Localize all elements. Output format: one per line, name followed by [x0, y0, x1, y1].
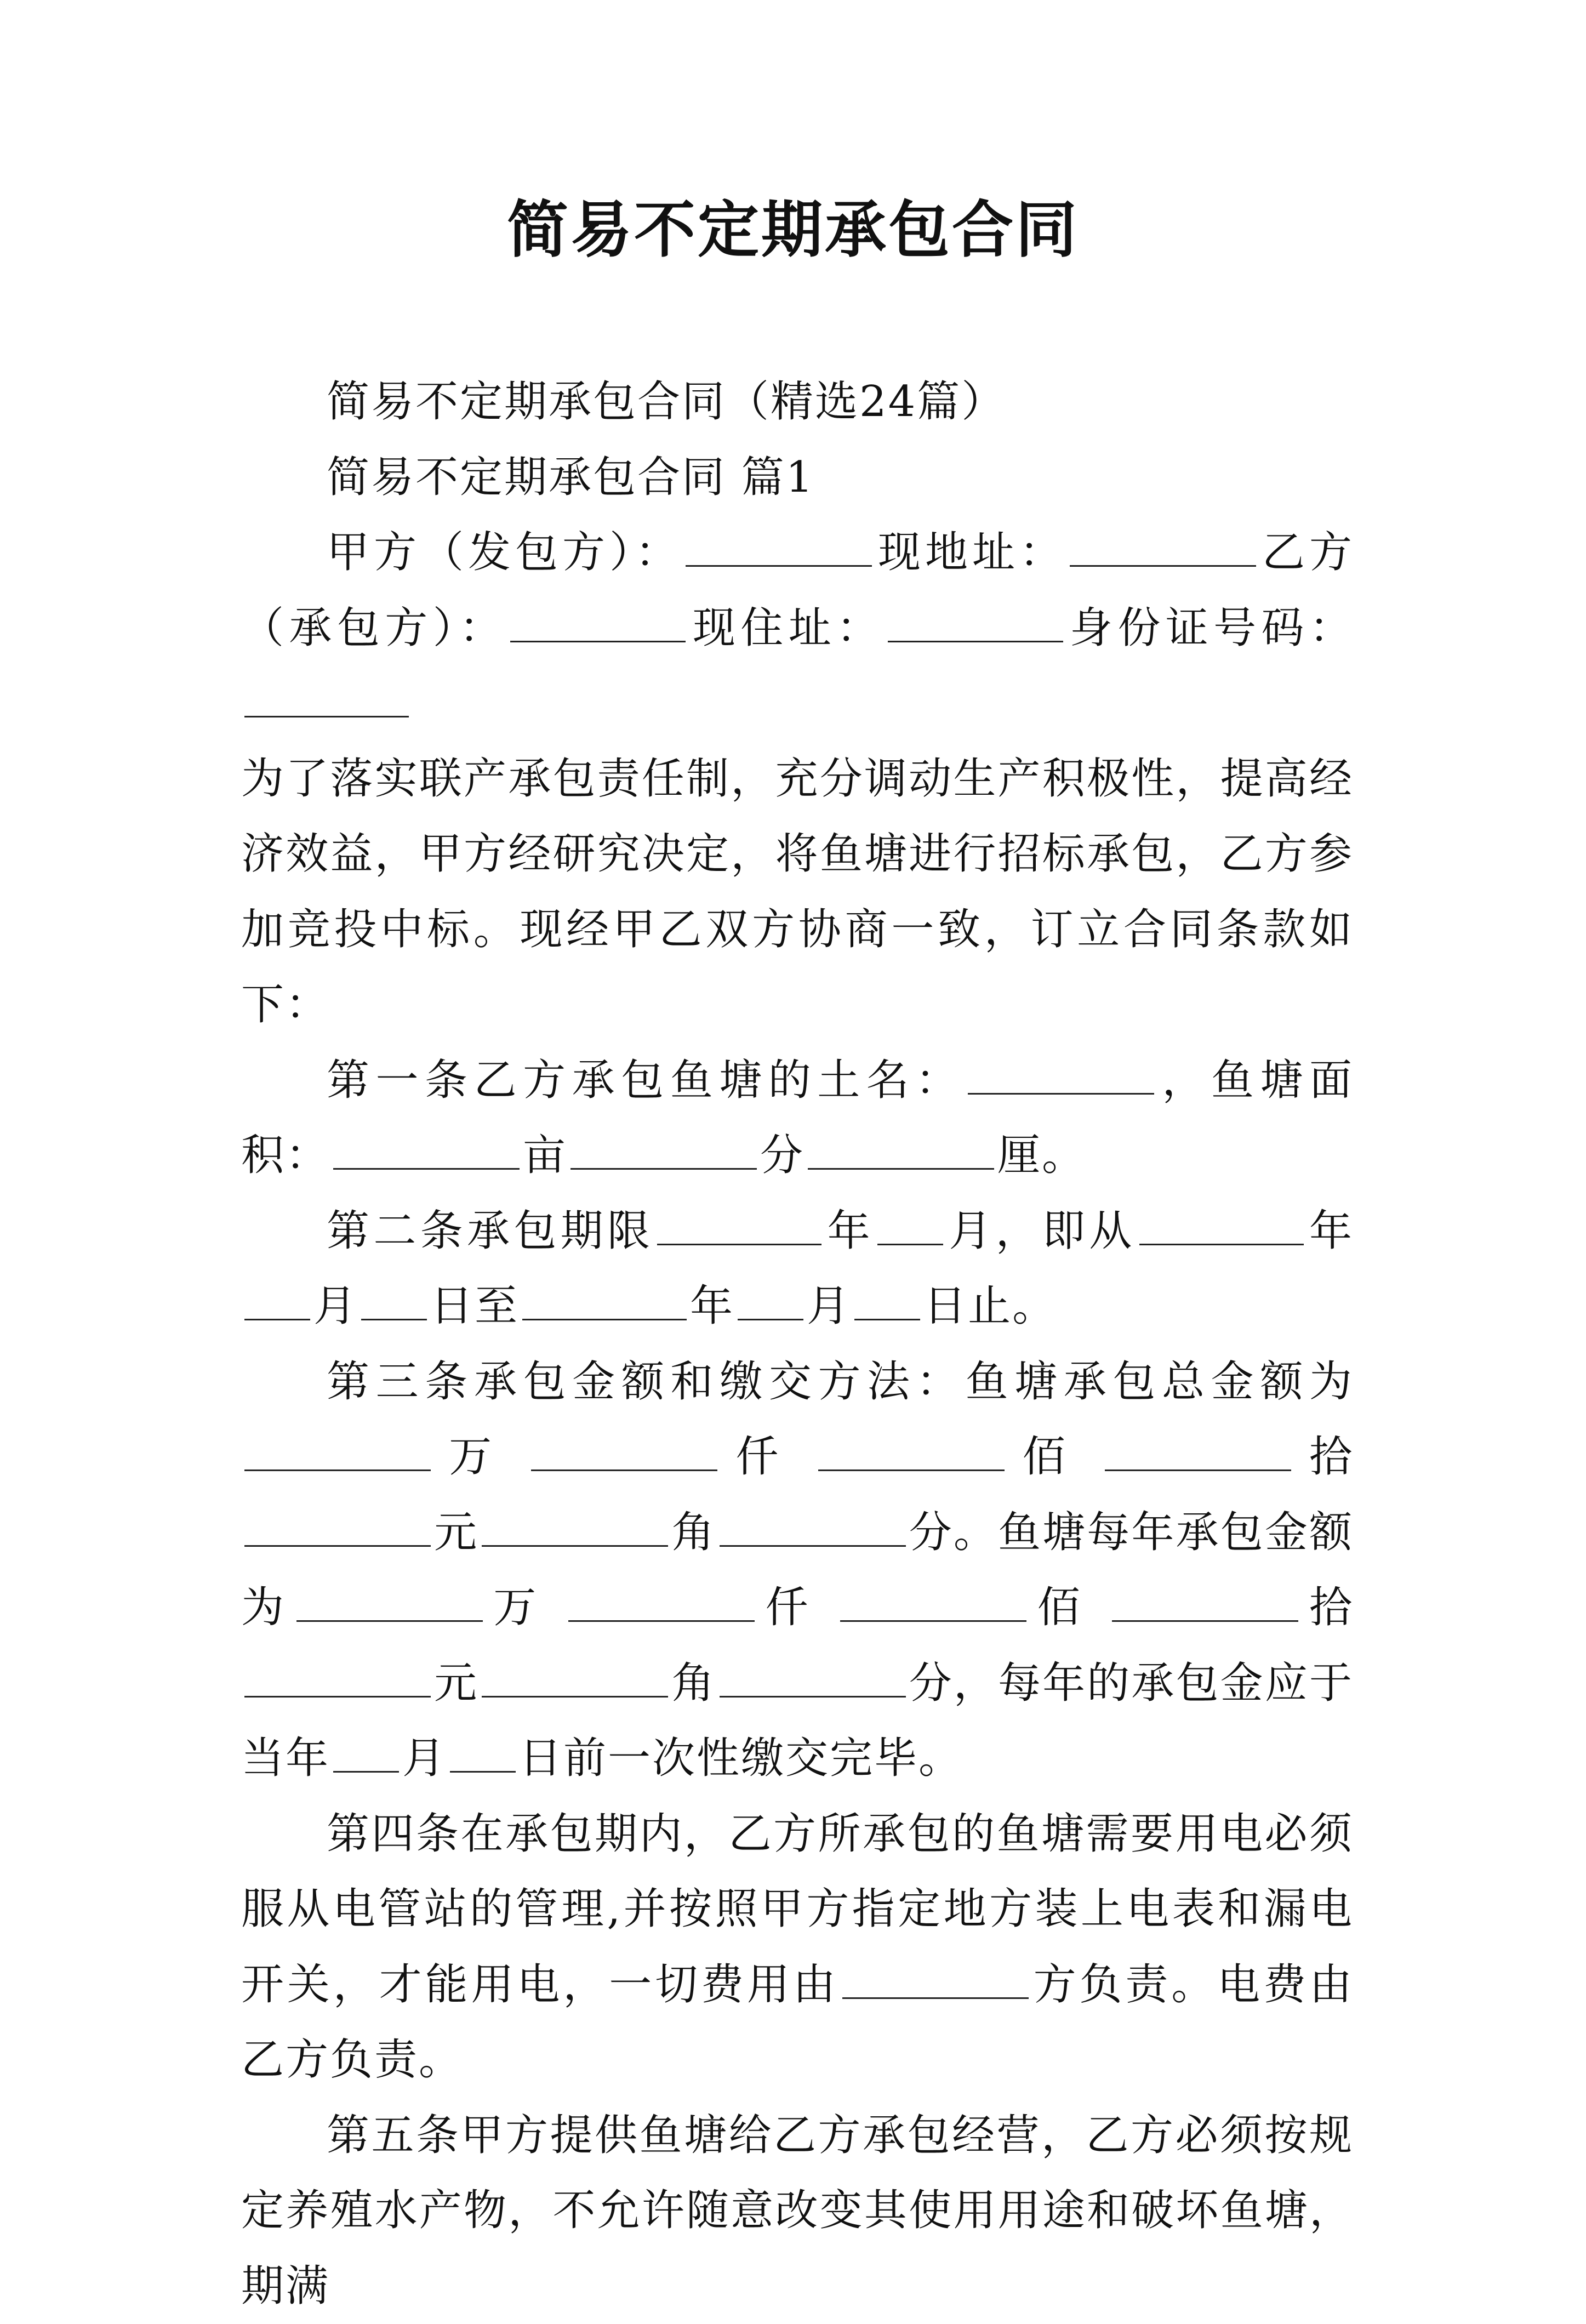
- total-bai-blank: [818, 1430, 1005, 1471]
- total-shi-blank: [1105, 1430, 1291, 1471]
- due-day-blank: [450, 1731, 516, 1773]
- party-b-name-blank: [510, 601, 686, 642]
- term-months-blank: [877, 1204, 943, 1245]
- article-1: 第一条乙方承包鱼塘的土名： ，鱼塘面积： 亩 分 厘。: [241, 1043, 1354, 1194]
- article-4: 第四条在承包期内，乙方所承包的鱼塘需要用电必须服从电管站的管理,并按照甲方指定地方装上电表和漏电开关，才能用电，一切费用由 方负责。电费由乙方负责。: [241, 1797, 1354, 2098]
- article-2: 第二条承包期限 年 月，即从 年月 日至 年 月 日止。: [241, 1194, 1354, 1345]
- article-5: 第五条甲方提供鱼塘给乙方承包经营，乙方必须按规定养殖水产物，不允许随意改变其使用用途和破坏鱼塘，期满: [241, 2098, 1354, 2324]
- yearly-bai-blank: [840, 1581, 1026, 1622]
- end-day-blank: [854, 1279, 920, 1320]
- pond-name-blank: [968, 1053, 1154, 1095]
- due-month-blank: [333, 1731, 399, 1773]
- document-title: 简易不定期承包合同: [0, 189, 1586, 271]
- yearly-fen-blank: [720, 1656, 906, 1698]
- yearly-jiao-blank: [482, 1656, 668, 1698]
- total-jiao-blank: [482, 1506, 668, 1547]
- start-year-blank: [1139, 1204, 1304, 1245]
- party-b-address-blank: [888, 601, 1063, 642]
- parties-paragraph: 甲方（发包方）： 现地址： 乙方（承包方）： 现住址： 身份证号码：: [241, 515, 1354, 742]
- document-body: [241, 364, 1354, 2324]
- responsible-party-blank: [842, 1958, 1029, 1999]
- area-fen-blank: [570, 1129, 757, 1170]
- start-month-blank: [244, 1279, 310, 1320]
- total-yuan-blank: [244, 1506, 431, 1547]
- party-a-address-blank: [1070, 526, 1256, 567]
- yearly-yuan-blank: [244, 1656, 431, 1698]
- area-mu-blank: [333, 1129, 520, 1170]
- total-fen-blank: [720, 1506, 906, 1547]
- article-3: 第三条承包金额和缴交方法：鱼塘承包总金额为万 仟 佰 拾元 角 分。鱼塘每年承包金额为 万 仟 佰 拾元 角 分，每年的承包金应于当年 月 日前一次性缴交完毕。: [241, 1345, 1354, 1797]
- yearly-shi-blank: [1112, 1581, 1298, 1622]
- yearly-qian-blank: [568, 1581, 755, 1622]
- total-wan-blank: [244, 1430, 431, 1471]
- end-year-blank: [522, 1279, 687, 1320]
- intro-paragraph: 为了落实联产承包责任制，充分调动生产积极性，提高经济效益，甲方经研究决定，将鱼塘进行招标承包，乙方参加竞投中标。现经甲乙双方协商一致，订立合同条款如下：: [241, 742, 1354, 1043]
- party-a-name-blank: [686, 526, 872, 567]
- total-qian-blank: [531, 1430, 717, 1471]
- section-heading: 简易不定期承包合同 篇1: [241, 440, 1354, 516]
- end-month-blank: [738, 1279, 803, 1320]
- id-number-blank: [244, 676, 409, 717]
- area-li-blank: [808, 1129, 994, 1170]
- start-day-blank: [361, 1279, 427, 1320]
- subtitle-paragraph: 简易不定期承包合同（精选24篇）: [241, 364, 1354, 440]
- term-years-blank: [657, 1204, 821, 1245]
- yearly-wan-blank: [296, 1581, 483, 1622]
